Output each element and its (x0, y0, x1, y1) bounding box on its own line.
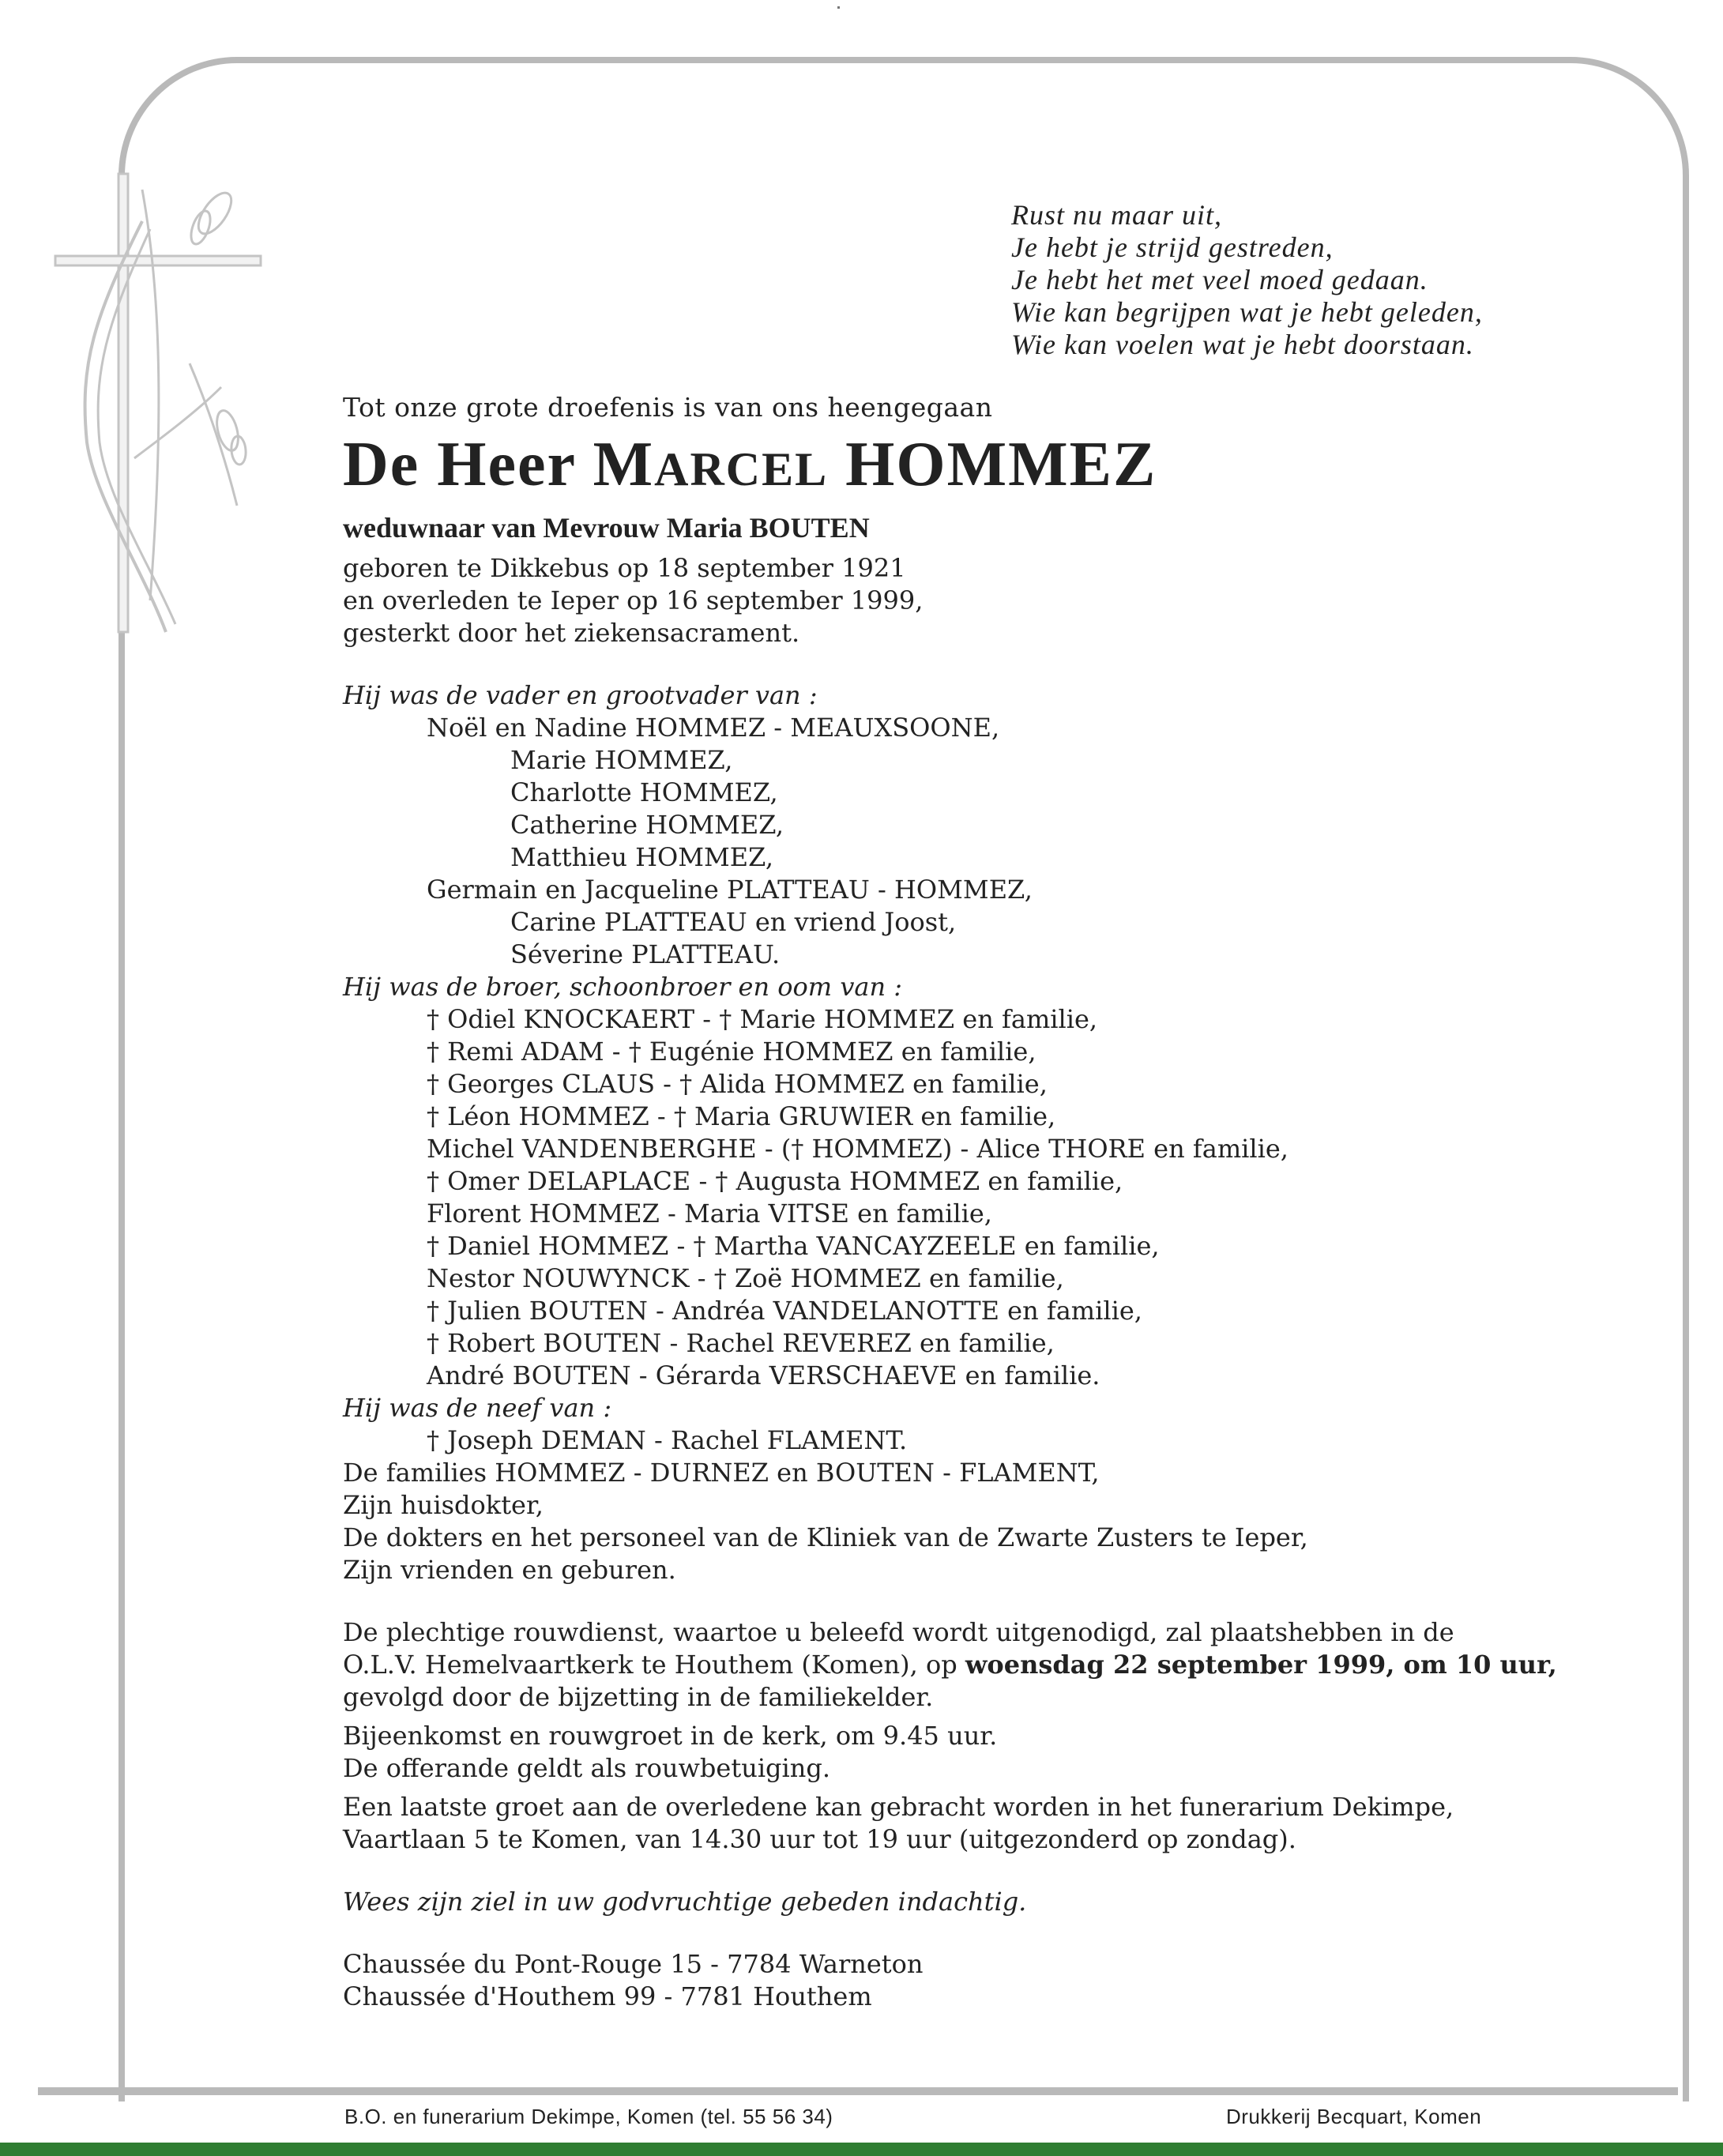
grandchild-line: Carine PLATTEAU en vriend Joost, (510, 907, 957, 937)
sibling-line: † Robert BOUTEN - Rachel REVEREZ en familie, (427, 1328, 1055, 1358)
sibling-line: Nestor NOUWYNCK - † Zoë HOMMEZ en familie, (427, 1263, 1064, 1293)
widower-of: weduwnaar van Mevrouw Maria BOUTEN (343, 512, 870, 544)
last-name: HOMMEZ (845, 430, 1157, 499)
meeting-line: De offerande geldt als rouwbetuiging. (343, 1753, 831, 1783)
poem (1011, 199, 1483, 361)
others-line: Zijn huisdokter, (343, 1490, 544, 1520)
name-title: De Heer (343, 430, 576, 499)
meeting-line: Bijeenkomst en rouwgroet in de kerk, om 9.45 uur. (343, 1721, 998, 1751)
farewell-line: Een laatste groet aan de overledene kan gebracht worden in het funerarium Dekimpe, (343, 1792, 1454, 1822)
intro-text: Tot onze grote droefenis is van ons heengegaan (343, 392, 993, 423)
sibling-line: † Odiel KNOCKAERT - † Marie HOMMEZ en familie, (427, 1004, 1098, 1034)
service-line: gevolgd door de bijzetting in de familiekelder. (343, 1682, 934, 1712)
others-line: De families HOMMEZ - DURNEZ en BOUTEN - FLAMENT, (343, 1458, 1100, 1488)
footer-printer: Drukkerij Becquart, Komen (1226, 2105, 1482, 2128)
address-line: Chaussée du Pont-Rouge 15 - 7784 Warneton (343, 1949, 924, 1979)
life-line: geboren te Dikkebus op 18 september 1921 (343, 553, 906, 583)
sibling-line: † Julien BOUTEN - Andréa VANDELANOTTE en familie, (427, 1296, 1142, 1326)
service-line: De plechtige rouwdienst, waartoe u beleefd wordt uitgenodigd, zal plaatshebben in de (343, 1617, 1454, 1647)
others-line: Zijn vrienden en geburen. (343, 1555, 676, 1585)
poem-line: Rust nu maar uit, (1011, 199, 1223, 231)
grandchild-line: Séverine PLATTEAU. (510, 939, 781, 969)
sibling-heading: Hij was de broer, schoonbroer en oom van : (343, 972, 903, 1002)
poem-line: Wie kan voelen wat je hebt doorstaan. (1011, 329, 1474, 360)
farewell-line: Vaartlaan 5 te Komen, van 14.30 uur tot 19 uur (uitgezonderd op zondag). (343, 1824, 1296, 1854)
sibling-line: Florent HOMMEZ - Maria VITSE en familie, (427, 1198, 992, 1229)
nephew-line: † Joseph DEMAN - Rachel FLAMENT. (427, 1425, 908, 1455)
child-line: Germain en Jacqueline PLATTEAU - HOMMEZ, (427, 875, 1033, 905)
deceased-name (343, 427, 1528, 506)
first-name-rest: ARCEL (654, 443, 829, 495)
poem-line: Wie kan begrijpen wat je hebt geleden, (1011, 296, 1483, 328)
footer-funeral-home: B.O. en funerarium Dekimpe, Komen (tel. 55 56 34) (344, 2105, 833, 2128)
sibling-line: † Remi ADAM - † Eugénie HOMMEZ en familie, (427, 1037, 1036, 1067)
grandchild-line: Matthieu HOMMEZ, (510, 842, 773, 872)
poem-line: Je hebt je strijd gestreden, (1011, 231, 1334, 263)
card-bottom-rule (38, 2087, 1678, 2095)
sibling-line: † Léon HOMMEZ - † Maria GRUWIER en familie, (427, 1101, 1056, 1131)
first-name-initial: M (593, 430, 655, 499)
father-heading: Hij was de vader en grootvader van : (343, 680, 818, 710)
scan-speck (837, 6, 840, 9)
poem-line: Je hebt het met veel moed gedaan. (1011, 264, 1428, 295)
sibling-line: Michel VANDENBERGHE - († HOMMEZ) - Alice THORE en familie, (427, 1134, 1288, 1164)
service-date-time: woensdag 22 september 1999, om 10 uur, (965, 1650, 1557, 1680)
grandchild-line: Marie HOMMEZ, (510, 745, 733, 775)
sibling-line: † Daniel HOMMEZ - † Martha VANCAYZEELE en familie, (427, 1231, 1160, 1261)
sibling-line: † Georges CLAUS - † Alida HOMMEZ en familie, (427, 1069, 1048, 1099)
sibling-line: † Omer DELAPLACE - † Augusta HOMMEZ en familie, (427, 1166, 1123, 1196)
grandchild-line: Charlotte HOMMEZ, (510, 777, 778, 807)
address-line: Chaussée d'Houthem 99 - 7781 Houthem (343, 1981, 872, 2011)
prayer-line: Wees zijn ziel in uw godvruchtige gebeden indachtig. (343, 1887, 1027, 1917)
obituary-body (343, 392, 1557, 2013)
life-line: gesterkt door het ziekensacrament. (343, 618, 800, 648)
child-line: Noël en Nadine HOMMEZ - MEAUXSOONE, (427, 713, 1000, 743)
nephew-heading: Hij was de neef van : (343, 1393, 612, 1423)
cross-and-wheat-icon (32, 158, 316, 648)
life-line: en overleden te Ieper op 16 september 1999, (343, 585, 924, 615)
sibling-line: André BOUTEN - Gérarda VERSCHAEVE en familie. (427, 1360, 1100, 1390)
service-location: O.L.V. Hemelvaartkerk te Houthem (Komen), op (343, 1650, 965, 1680)
grandchild-line: Catherine HOMMEZ, (510, 810, 784, 840)
service-line (343, 1649, 1557, 1681)
others-line: De dokters en het personeel van de Kliniek van de Zwarte Zusters te Ieper, (343, 1522, 1308, 1552)
scan-edge-strip (0, 2143, 1723, 2156)
